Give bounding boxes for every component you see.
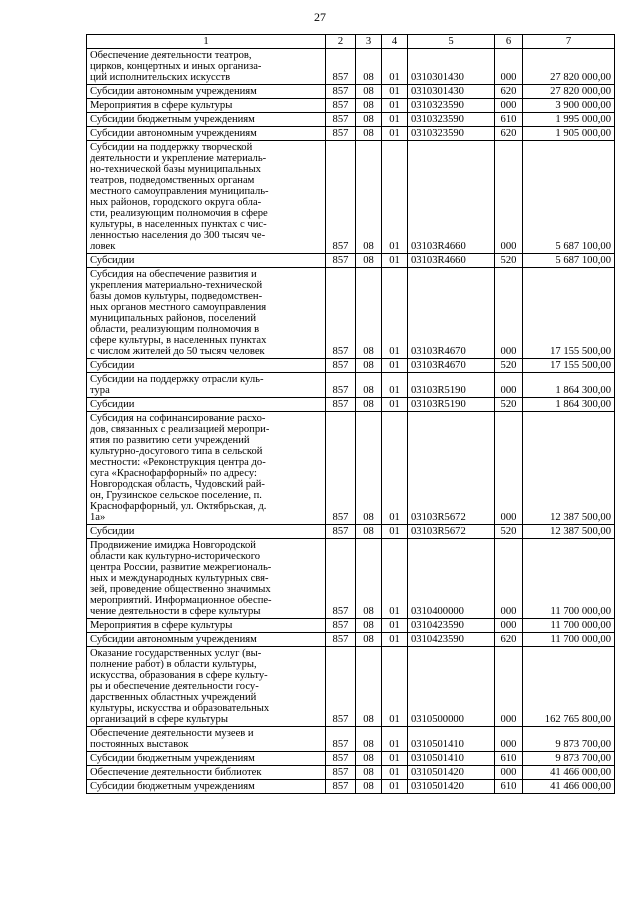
row-expense-type-cell: 000 <box>495 539 523 619</box>
table-row <box>87 727 615 752</box>
column-header: 5 <box>408 35 495 49</box>
table-row <box>87 99 615 113</box>
table-row <box>87 398 615 412</box>
row-expense-type-cell: 000 <box>495 373 523 398</box>
row-target-code-cell: 03103R4670 <box>408 268 495 359</box>
row-section-cell: 08 <box>356 752 382 766</box>
table-row <box>87 373 615 398</box>
row-grbs-cell: 857 <box>326 49 356 85</box>
column-header: 3 <box>356 35 382 49</box>
row-name-cell: Оказание государственных услуг (вы- полнение работ) в области культуры, искусства, образования в сфере культу- ры и обеспечение деятельности госу- дарственных областных учреждений культуры, искусства и образовательных организаций в сфере культуры <box>87 647 326 727</box>
row-amount-cell: 41 466 000,00 <box>523 766 615 780</box>
page-number: 27 <box>314 10 326 24</box>
row-amount-cell: 11 700 000,00 <box>523 539 615 619</box>
row-expense-type-cell: 620 <box>495 127 523 141</box>
row-name-cell: Продвижение имиджа Новгородской области как культурно-исторического центра России, развитие межрегиональ- ных и международных культурных свя- зей, проведение общественно значимых мероприятий. Информационное обеспе- чение деятельности в сфере культуры <box>87 539 326 619</box>
row-grbs-cell: 857 <box>326 633 356 647</box>
row-expense-type-cell: 520 <box>495 359 523 373</box>
row-target-code-cell: 03103R4660 <box>408 254 495 268</box>
table-row <box>87 412 615 525</box>
row-grbs-cell: 857 <box>326 254 356 268</box>
row-subsection-cell: 01 <box>382 752 408 766</box>
row-name-cell: Обеспечение деятельности музеев и постоянных выставок <box>87 727 326 752</box>
row-expense-type-cell: 000 <box>495 49 523 85</box>
row-expense-type-cell: 620 <box>495 85 523 99</box>
row-grbs-cell: 857 <box>326 766 356 780</box>
row-amount-cell: 11 700 000,00 <box>523 619 615 633</box>
row-name-cell: Субсидии автономным учреждениям <box>87 633 326 647</box>
row-amount-cell: 17 155 500,00 <box>523 359 615 373</box>
row-target-code-cell: 03103R5190 <box>408 398 495 412</box>
row-section-cell: 08 <box>356 633 382 647</box>
row-grbs-cell: 857 <box>326 525 356 539</box>
row-name-cell: Субсидии на поддержку отрасли куль- тура <box>87 373 326 398</box>
row-name-cell: Мероприятия в сфере культуры <box>87 99 326 113</box>
row-target-code-cell: 0310500000 <box>408 647 495 727</box>
row-name-cell: Субсидии бюджетным учреждениям <box>87 113 326 127</box>
row-subsection-cell: 01 <box>382 633 408 647</box>
row-subsection-cell: 01 <box>382 85 408 99</box>
row-subsection-cell: 01 <box>382 254 408 268</box>
table-row <box>87 268 615 359</box>
row-expense-type-cell: 520 <box>495 254 523 268</box>
row-grbs-cell: 857 <box>326 85 356 99</box>
row-name-cell: Субсидия на обеспечение развития и укрепления материально-технической базы домов культуры, подведомствен- ных органов местного самоуправления муниципальных районов, поселений области, реализующим полномочия в сфере культуры, в населенных пунктах с числом жителей до 50 тысяч человек <box>87 268 326 359</box>
row-target-code-cell: 0310501420 <box>408 780 495 794</box>
row-section-cell: 08 <box>356 268 382 359</box>
row-grbs-cell: 857 <box>326 127 356 141</box>
row-grbs-cell: 857 <box>326 727 356 752</box>
row-subsection-cell: 01 <box>382 359 408 373</box>
row-expense-type-cell: 000 <box>495 99 523 113</box>
row-grbs-cell: 857 <box>326 359 356 373</box>
table-row <box>87 141 615 254</box>
row-amount-cell: 1 864 300,00 <box>523 373 615 398</box>
row-section-cell: 08 <box>356 539 382 619</box>
row-target-code-cell: 0310400000 <box>408 539 495 619</box>
row-amount-cell: 11 700 000,00 <box>523 633 615 647</box>
row-subsection-cell: 01 <box>382 525 408 539</box>
row-name-cell: Субсидии <box>87 525 326 539</box>
row-subsection-cell: 01 <box>382 373 408 398</box>
row-grbs-cell: 857 <box>326 752 356 766</box>
table-row <box>87 619 615 633</box>
row-name-cell: Мероприятия в сфере культуры <box>87 619 326 633</box>
row-grbs-cell: 857 <box>326 141 356 254</box>
row-grbs-cell: 857 <box>326 113 356 127</box>
row-amount-cell: 5 687 100,00 <box>523 141 615 254</box>
table-header-row <box>87 35 615 49</box>
row-subsection-cell: 01 <box>382 766 408 780</box>
table-row <box>87 766 615 780</box>
row-amount-cell: 162 765 800,00 <box>523 647 615 727</box>
row-target-code-cell: 03103R4660 <box>408 141 495 254</box>
row-target-code-cell: 03103R4670 <box>408 359 495 373</box>
row-section-cell: 08 <box>356 49 382 85</box>
row-expense-type-cell: 610 <box>495 113 523 127</box>
row-grbs-cell: 857 <box>326 647 356 727</box>
row-expense-type-cell: 520 <box>495 398 523 412</box>
row-subsection-cell: 01 <box>382 127 408 141</box>
row-target-code-cell: 0310501410 <box>408 752 495 766</box>
row-name-cell: Субсидии на поддержку творческой деятельности и укрепление материаль- но-технической базы муниципальных театров, подведомственных органам местного самоуправления муниципаль- ных районов, городского округа обла- сти, реализующим полномочия в сфере культуры, в населенных пунктах с чис- ленностью населения до 300 тысяч че- ловек <box>87 141 326 254</box>
row-target-code-cell: 0310423590 <box>408 619 495 633</box>
row-target-code-cell: 0310301430 <box>408 85 495 99</box>
row-amount-cell: 1 864 300,00 <box>523 398 615 412</box>
table-row <box>87 539 615 619</box>
row-section-cell: 08 <box>356 647 382 727</box>
row-expense-type-cell: 000 <box>495 727 523 752</box>
row-section-cell: 08 <box>356 727 382 752</box>
row-section-cell: 08 <box>356 85 382 99</box>
row-subsection-cell: 01 <box>382 727 408 752</box>
row-grbs-cell: 857 <box>326 268 356 359</box>
row-expense-type-cell: 000 <box>495 766 523 780</box>
row-target-code-cell: 0310301430 <box>408 49 495 85</box>
row-section-cell: 08 <box>356 113 382 127</box>
row-amount-cell: 5 687 100,00 <box>523 254 615 268</box>
row-expense-type-cell: 000 <box>495 412 523 525</box>
column-header: 4 <box>382 35 408 49</box>
row-amount-cell: 12 387 500,00 <box>523 525 615 539</box>
row-amount-cell: 1 905 000,00 <box>523 127 615 141</box>
row-name-cell: Субсидии автономным учреждениям <box>87 127 326 141</box>
row-grbs-cell: 857 <box>326 398 356 412</box>
row-target-code-cell: 03103R5672 <box>408 412 495 525</box>
row-name-cell: Субсидии <box>87 359 326 373</box>
row-name-cell: Субсидии <box>87 398 326 412</box>
row-expense-type-cell: 000 <box>495 619 523 633</box>
row-subsection-cell: 01 <box>382 398 408 412</box>
row-subsection-cell: 01 <box>382 619 408 633</box>
row-target-code-cell: 03103R5190 <box>408 373 495 398</box>
table-row <box>87 525 615 539</box>
row-section-cell: 08 <box>356 619 382 633</box>
table-row <box>87 49 615 85</box>
row-target-code-cell: 0310501420 <box>408 766 495 780</box>
row-target-code-cell: 0310323590 <box>408 113 495 127</box>
row-subsection-cell: 01 <box>382 539 408 619</box>
row-subsection-cell: 01 <box>382 780 408 794</box>
table-row <box>87 633 615 647</box>
row-section-cell: 08 <box>356 412 382 525</box>
column-header: 7 <box>523 35 615 49</box>
row-grbs-cell: 857 <box>326 780 356 794</box>
row-subsection-cell: 01 <box>382 141 408 254</box>
row-expense-type-cell: 000 <box>495 647 523 727</box>
row-amount-cell: 12 387 500,00 <box>523 412 615 525</box>
row-subsection-cell: 01 <box>382 99 408 113</box>
row-target-code-cell: 03103R5672 <box>408 525 495 539</box>
row-name-cell: Субсидия на софинансирование расхо- дов, связанных с реализацией меропри- ятия по развитию сети учреждений культурно-досугового типа в сельской местности: «Реконструкция центра до- суга «Краснофарфорный» по адресу: Новгородская область, Чудовский рай- он, Грузинское сельское поселение, п. Краснофарфорный, ул. Октябрьская, д. 1а» <box>87 412 326 525</box>
row-section-cell: 08 <box>356 525 382 539</box>
row-grbs-cell: 857 <box>326 99 356 113</box>
row-amount-cell: 9 873 700,00 <box>523 727 615 752</box>
row-expense-type-cell: 620 <box>495 633 523 647</box>
row-amount-cell: 27 820 000,00 <box>523 85 615 99</box>
row-section-cell: 08 <box>356 373 382 398</box>
table-row <box>87 113 615 127</box>
column-header: 6 <box>495 35 523 49</box>
row-section-cell: 08 <box>356 780 382 794</box>
row-section-cell: 08 <box>356 254 382 268</box>
row-subsection-cell: 01 <box>382 113 408 127</box>
row-section-cell: 08 <box>356 127 382 141</box>
row-subsection-cell: 01 <box>382 268 408 359</box>
row-name-cell: Субсидии <box>87 254 326 268</box>
row-expense-type-cell: 610 <box>495 780 523 794</box>
row-expense-type-cell: 000 <box>495 141 523 254</box>
row-section-cell: 08 <box>356 141 382 254</box>
row-expense-type-cell: 000 <box>495 268 523 359</box>
row-amount-cell: 41 466 000,00 <box>523 780 615 794</box>
row-amount-cell: 1 995 000,00 <box>523 113 615 127</box>
row-grbs-cell: 857 <box>326 373 356 398</box>
row-target-code-cell: 0310323590 <box>408 127 495 141</box>
row-amount-cell: 3 900 000,00 <box>523 99 615 113</box>
row-target-code-cell: 0310323590 <box>408 99 495 113</box>
table-row <box>87 647 615 727</box>
row-subsection-cell: 01 <box>382 412 408 525</box>
row-name-cell: Обеспечение деятельности театров, цирков, концертных и иных организа- ций исполнительских искусств <box>87 49 326 85</box>
table-row <box>87 752 615 766</box>
row-expense-type-cell: 520 <box>495 525 523 539</box>
row-name-cell: Субсидии бюджетным учреждениям <box>87 780 326 794</box>
column-header: 2 <box>326 35 356 49</box>
row-target-code-cell: 0310501410 <box>408 727 495 752</box>
row-amount-cell: 27 820 000,00 <box>523 49 615 85</box>
row-name-cell: Обеспечение деятельности библиотек <box>87 766 326 780</box>
row-section-cell: 08 <box>356 398 382 412</box>
column-header: 1 <box>87 35 326 49</box>
row-name-cell: Субсидии бюджетным учреждениям <box>87 752 326 766</box>
row-grbs-cell: 857 <box>326 619 356 633</box>
row-amount-cell: 9 873 700,00 <box>523 752 615 766</box>
row-grbs-cell: 857 <box>326 539 356 619</box>
row-section-cell: 08 <box>356 766 382 780</box>
table-row <box>87 85 615 99</box>
row-name-cell: Субсидии автономным учреждениям <box>87 85 326 99</box>
row-grbs-cell: 857 <box>326 412 356 525</box>
row-amount-cell: 17 155 500,00 <box>523 268 615 359</box>
row-section-cell: 08 <box>356 359 382 373</box>
row-expense-type-cell: 610 <box>495 752 523 766</box>
row-target-code-cell: 0310423590 <box>408 633 495 647</box>
row-subsection-cell: 01 <box>382 647 408 727</box>
table-row <box>87 254 615 268</box>
table-row <box>87 127 615 141</box>
table-row <box>87 780 615 794</box>
row-subsection-cell: 01 <box>382 49 408 85</box>
budget-table <box>86 34 615 794</box>
row-section-cell: 08 <box>356 99 382 113</box>
table-row <box>87 359 615 373</box>
